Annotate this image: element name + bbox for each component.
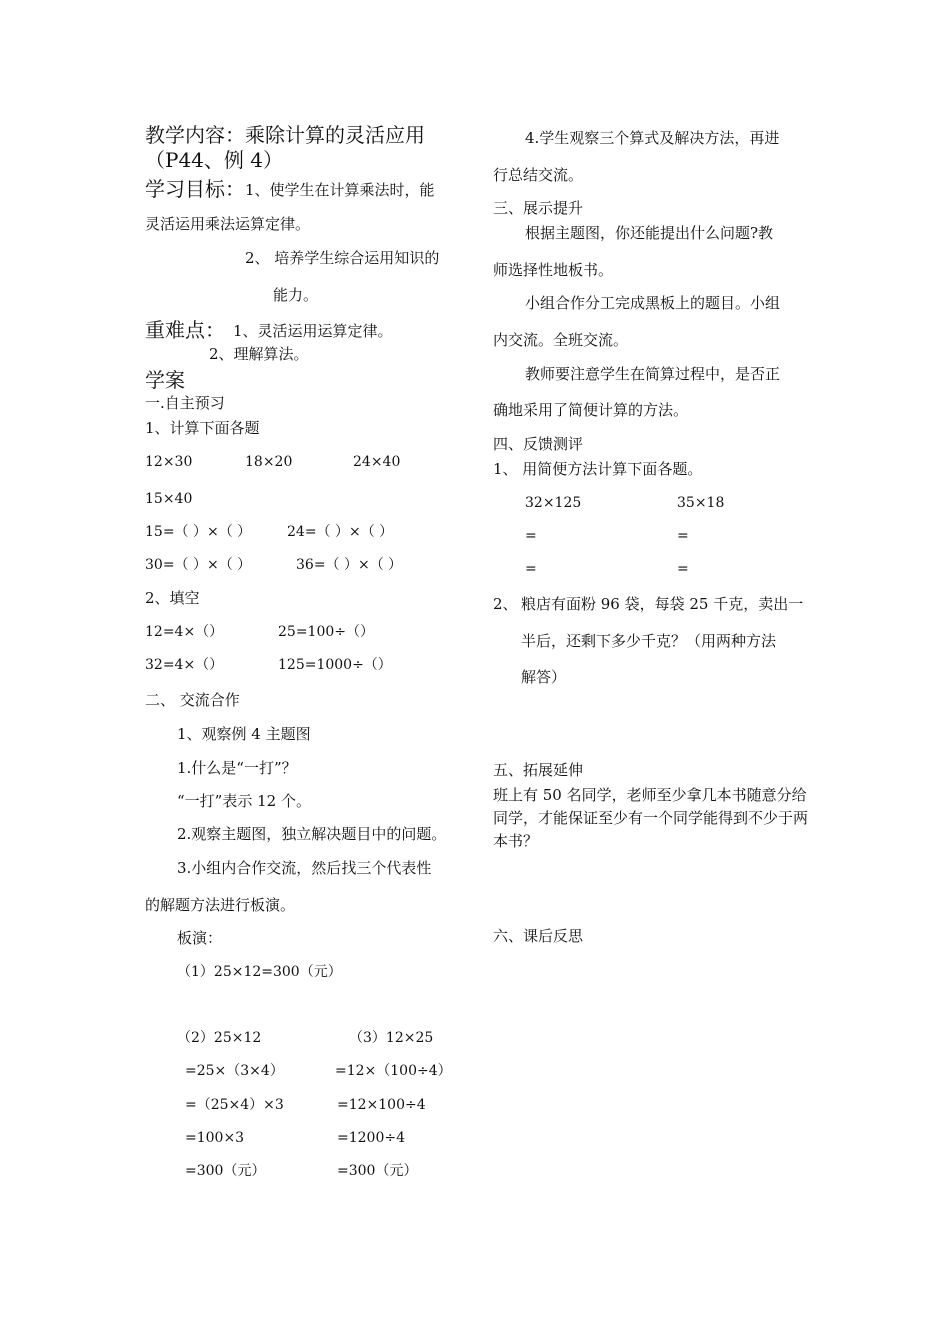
section-3-title: 三、展示提升 [493,199,584,217]
factor-item: 24=（ ）×（ ） [287,524,394,540]
solution-1: （1）25×12=300（元） [177,964,342,980]
calc-item: 24×40 [353,454,401,470]
answer-line: = [677,561,689,577]
goal-1-line1: 1、使学生在计算乘法时，能 [245,181,435,199]
answer-line: = [677,528,689,544]
solution-2-step: =25×（3×4） [185,1063,284,1079]
calc-item: 15×40 [145,491,193,507]
answer-line: = [525,528,537,544]
goal-2-line1: 2、 培养学生综合运用知识的 [245,249,440,267]
solution-2-step: =（25×4）×3 [185,1097,284,1113]
section-2-title: 二、 交流合作 [145,691,240,709]
section-5-text: 班上有 50 名同学，老师至少拿几本书随意分给同学，才能保证至少有一个同学能得到不少于两本书？ [493,786,809,850]
factor-item: 30=（ ）×（ ） [145,557,252,573]
lesson-title-page: （P44、例 4） [145,148,283,172]
section-4-question-2: 半后，还剩下多少千克？（用两种方法 [521,632,777,650]
section-2-item: 行总结交流。 [493,166,584,184]
section-3-paragraph: 小组合作分工完成黑板上的题目。小组 [525,294,781,312]
key-point-1: 1、灵活运用运算定律。 [233,322,393,340]
section-2-item: 1.什么是“一打”？ [177,759,297,777]
factor-item: 15=（ ）×（ ） [145,524,252,540]
section-6-title: 六、课后反思 [493,927,584,945]
exercise-item: 32×125 [525,495,582,511]
section-4-question-2: 粮店有面粉 96 袋，每袋 25 千克，卖出一 [521,595,804,613]
section-3-paragraph: 确地采用了简便计算的方法。 [493,401,689,419]
key-label: 重难点： [145,318,225,342]
key-point-2: 2、理解算法。 [209,345,309,363]
section-2-item: 2.观察主题图，独立解决题目中的问题。 [177,825,447,843]
goal-2-line2: 能力。 [273,286,319,304]
section-2-item: 3.小组内合作交流，然后找三个代表性 [177,859,432,877]
solution-3-step: =300（元） [337,1163,418,1179]
goal-1-line2: 灵活运用乘法运算定律。 [145,215,311,233]
section-1-title: 一.自主预习 [145,394,225,412]
section-3-paragraph: 教师要注意学生在简算过程中，是否正 [525,365,781,383]
calc-item: 18×20 [245,454,293,470]
plan-label: 学案 [145,368,185,392]
fill-item: 25=100÷（） [278,624,374,640]
section-5-title: 五、拓展延伸 [493,761,584,779]
section-2-item: 1、观察例 4 主题图 [177,725,311,743]
solution-3-step: =12×100÷4 [337,1097,426,1113]
answer-line: = [525,561,537,577]
calc-item: 12×30 [145,454,193,470]
section-4-title: 四、反馈测评 [493,435,584,453]
board-label: 板演： [177,929,223,947]
section-3-paragraph: 根据主题图，你还能提出什么问题?教 [525,224,774,242]
section-2-item: 的解题方法进行板演。 [145,896,296,914]
section-2-item: “一打”表示 12 个。 [177,792,311,810]
section-3-paragraph: 内交流。全班交流。 [493,331,629,349]
solution-2-step: =300（元） [185,1163,266,1179]
solution-2-step: =100×3 [185,1130,245,1146]
exercise-item: 35×18 [677,495,725,511]
section-1-question-2: 2、填空 [145,589,200,607]
fill-item: 125=1000÷（） [278,657,392,673]
section-4-question-2-number: 2、 [493,595,518,613]
section-4-question-1: 1、 用简便方法计算下面各题。 [493,460,703,478]
section-1-question-1: 1、计算下面各题 [145,419,260,437]
lesson-title: 教学内容：乘除计算的灵活应用 [145,123,425,147]
solution-3-step: =12×（100÷4） [335,1063,452,1079]
section-4-question-2: 解答） [521,668,567,686]
solution-3-step: （3）12×25 [349,1030,434,1046]
goal-label: 学习目标： [145,177,245,201]
section-3-paragraph: 师选择性地板书。 [493,261,614,279]
solution-3-step: =1200÷4 [337,1130,405,1146]
factor-item: 36=（ ）×（ ） [296,557,403,573]
section-2-item: 4.学生观察三个算式及解决方法，再进 [525,129,780,147]
fill-item: 12=4×（） [145,624,224,640]
fill-item: 32=4×（） [145,657,224,673]
solution-2-step: （2）25×12 [177,1030,262,1046]
